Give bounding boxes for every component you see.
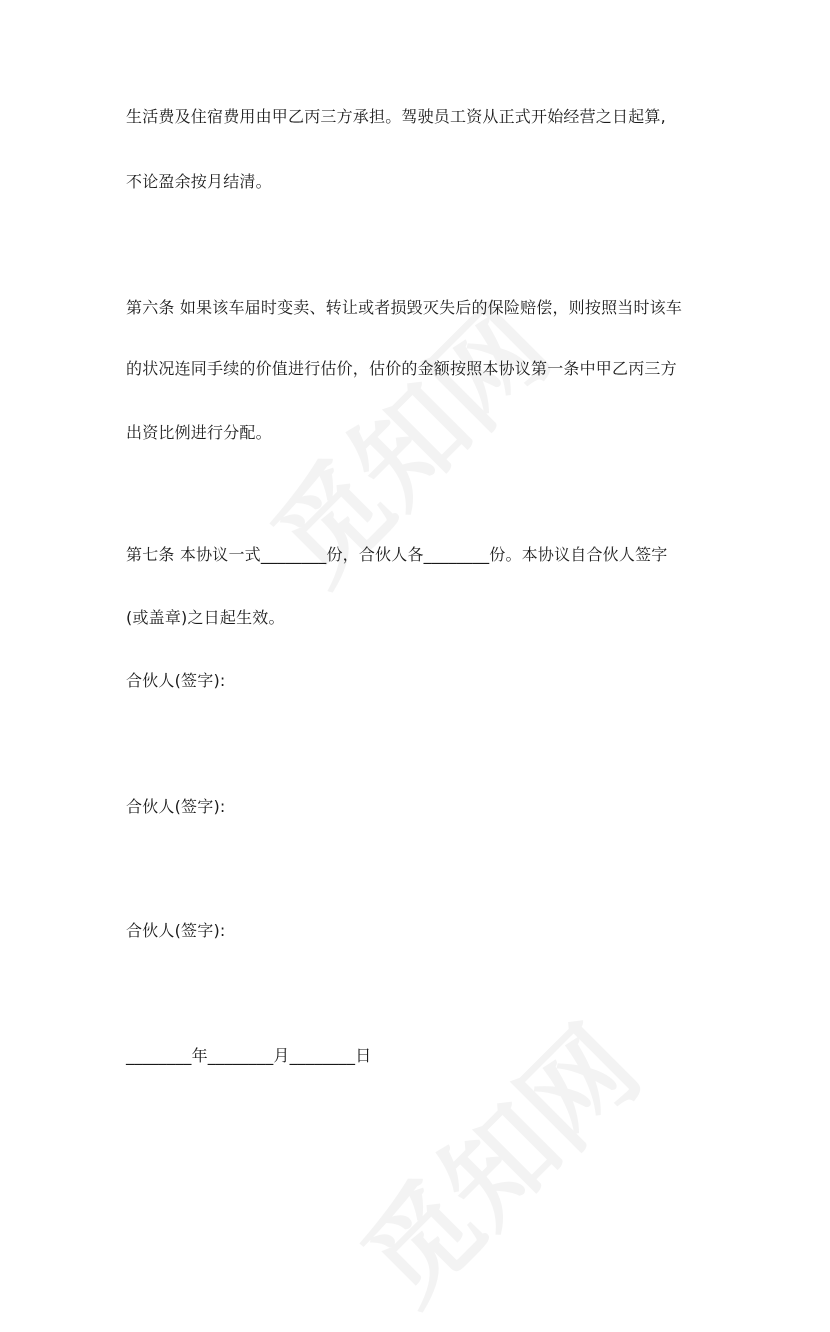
watermark [322, 986, 667, 1331]
clause-5-line-2: 不论盈余按月结清。 [126, 172, 272, 191]
signature-label-2: 合伙人(签字): [126, 797, 226, 816]
clause-6-line-2: 的状况连同手续的价值进行估价，估价的金额按照本协议第一条中甲乙丙三方 [126, 359, 677, 378]
date-line: ________年________月________日 [126, 1046, 372, 1065]
signature-label-1: 合伙人(签字): [126, 671, 226, 690]
clause-6-line-1: 第六条 如果该车届时变卖、转让或者损毁灭失后的保险赔偿，则按照当时该车 [126, 298, 683, 317]
clause-6-line-3: 出资比例进行分配。 [126, 423, 272, 442]
clause-5-line-1: 生活费及住宿费用由甲乙丙三方承担。驾驶员工资从正式开始经营之日起算, [126, 107, 666, 126]
clause-7-line-1: 第七条 本协议一式________份，合伙人各________份。本协议自合伙人签字 [126, 545, 668, 564]
signature-label-3: 合伙人(签字): [126, 921, 226, 940]
clause-7-line-2: (或盖章)之日起生效。 [126, 608, 285, 627]
